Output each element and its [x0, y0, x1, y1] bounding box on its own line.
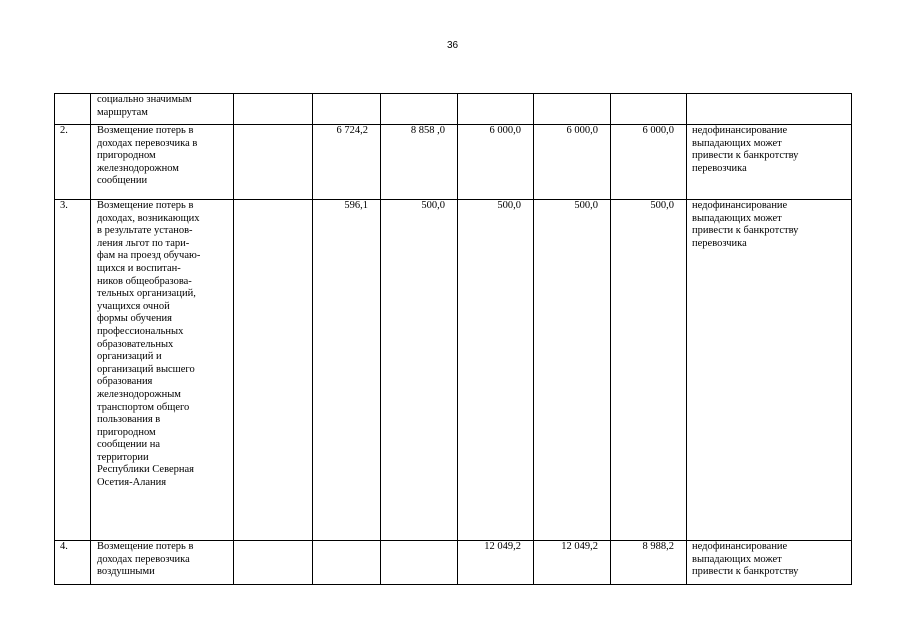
row-col6: 8 988,2: [611, 541, 687, 585]
row-col4: 6 000,0: [458, 125, 534, 200]
table-row: [55, 541, 852, 585]
row-col2: 596,1: [313, 200, 381, 541]
row-note: недофинансирование выпадающих может привести к банкротству перевозчика: [687, 200, 852, 541]
row-note: недофинансирование выпадающих может привести к банкротству: [687, 541, 852, 585]
row-col1: [234, 125, 313, 200]
budget-table: [54, 93, 852, 585]
row-col1: [234, 200, 313, 541]
row-col6: 500,0: [611, 200, 687, 541]
row-index: 4.: [55, 541, 91, 585]
row-col4: 500,0: [458, 200, 534, 541]
row-col2: 6 724,2: [313, 125, 381, 200]
table-row: [55, 125, 852, 200]
page-number: 36: [446, 40, 459, 51]
row-col1: [234, 541, 313, 585]
row-col5: 6 000,0: [534, 125, 611, 200]
row-col5: 500,0: [534, 200, 611, 541]
row-description: Возмещение потерь в доходах перевозчика в пригородном железнодорожном сообщении: [91, 125, 234, 200]
row-index: 3.: [55, 200, 91, 541]
row-col4: 12 049,2: [458, 541, 534, 585]
row-note: недофинансирование выпадающих может привести к банкротству перевозчика: [687, 125, 852, 200]
row-description: Возмещение потерь в доходах, возникающих в результате установ- ления льгот по тари- фам на проезд обучаю- щихся и воспитан- ников общеобразова- тельных организаций, учащихся очной формы обучения профессиональных образовательных организаций и организаций высшего образования железнодорожным транспортом общего пользования в пригородном сообщении на территории Республики Северная Осетия-Алания: [91, 200, 234, 541]
row-index: 2.: [55, 125, 91, 200]
row-description: Возмещение потерь в доходах перевозчика воздушными: [91, 541, 234, 585]
row-note: [687, 94, 852, 125]
row-col1: [234, 94, 313, 125]
row-col4: [458, 94, 534, 125]
row-col3: [381, 541, 458, 585]
row-col5: [534, 94, 611, 125]
row-col2: [313, 541, 381, 585]
row-col5: 12 049,2: [534, 541, 611, 585]
row-col6: 6 000,0: [611, 125, 687, 200]
row-col3: 500,0: [381, 200, 458, 541]
table-row: [55, 94, 852, 125]
row-index: [55, 94, 91, 125]
table-row: [55, 200, 852, 541]
row-col6: [611, 94, 687, 125]
row-description: социально значимым маршрутам: [91, 94, 234, 125]
row-col2: [313, 94, 381, 125]
row-col3: 8 858 ,0: [381, 125, 458, 200]
row-col3: [381, 94, 458, 125]
